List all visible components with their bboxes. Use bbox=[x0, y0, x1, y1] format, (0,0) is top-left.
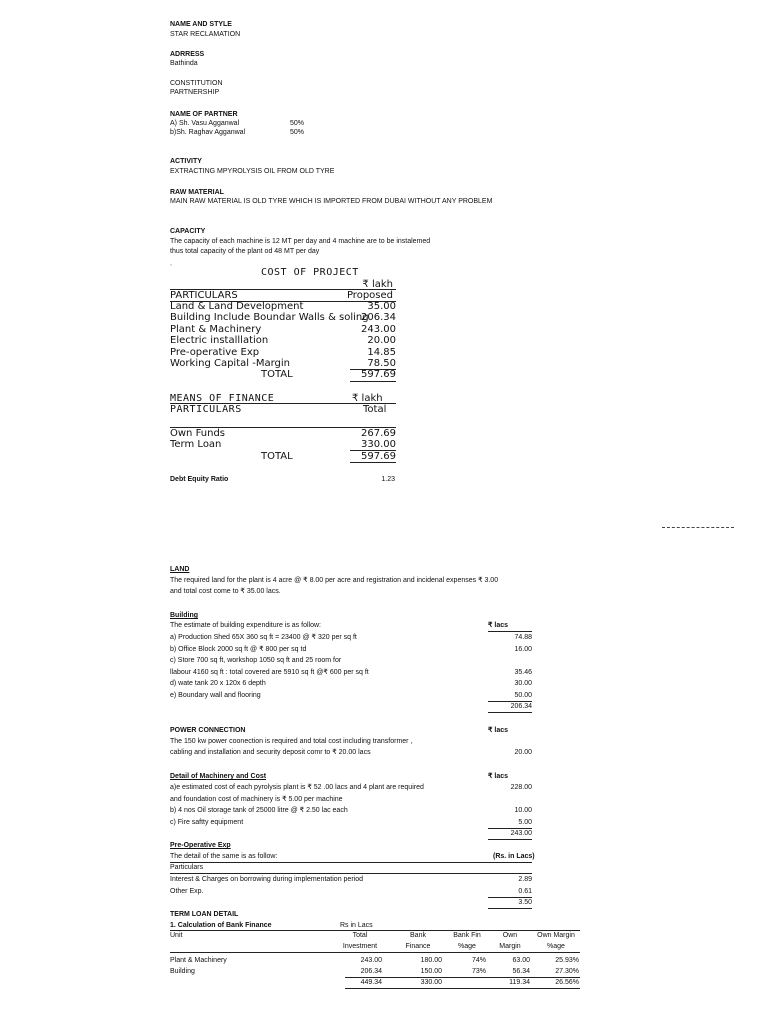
machinery-unit: ₹ lacs bbox=[488, 773, 509, 780]
termloan-col-own: Margin bbox=[499, 943, 521, 950]
termloan-col-bankpct: %age bbox=[458, 943, 476, 950]
divider bbox=[488, 839, 532, 840]
divider bbox=[170, 952, 580, 953]
preop-intro: The detail of the same is as follow: bbox=[170, 853, 278, 860]
machinery-total: 243.00 bbox=[510, 830, 532, 837]
divider bbox=[350, 462, 396, 463]
preop-line-value: 0.61 bbox=[518, 888, 532, 895]
land-line: The required land for the plant is 4 acre @ ₹ 8.00 per acre and registration and incidenal expenses ₹ 3.00 bbox=[170, 577, 499, 584]
address-label: ADRRESS bbox=[170, 51, 205, 58]
termloan-row-total: 243.00 bbox=[360, 957, 382, 964]
finance-total-label: TOTAL bbox=[261, 451, 293, 462]
cost-row-value: 20.00 bbox=[367, 335, 396, 346]
cost-row-value: 206.34 bbox=[361, 312, 396, 323]
cost-row-label: Land & Land Development bbox=[170, 301, 304, 312]
activity-label: ACTIVITY bbox=[170, 158, 202, 165]
machinery-line: c) Fire saftty equipment bbox=[170, 819, 244, 826]
name-label: NAME AND STYLE bbox=[170, 21, 232, 28]
building-title: Building bbox=[170, 612, 198, 619]
termloan-row-unit: Plant & Machinery bbox=[170, 957, 227, 964]
machinery-line-value: 10.00 bbox=[514, 807, 532, 814]
divider bbox=[488, 897, 532, 898]
raw-material-label: RAW MATERIAL bbox=[170, 189, 224, 196]
cost-row-value: 14.85 bbox=[367, 347, 396, 358]
partner-share: 50% bbox=[290, 129, 305, 136]
divider bbox=[170, 862, 532, 863]
power-title: POWER CONNECTION bbox=[170, 727, 246, 734]
divider bbox=[170, 930, 580, 931]
preop-line: Interest & Charges on borrowing during implementation period bbox=[170, 876, 363, 883]
termloan-row-ownpct: 25.93% bbox=[555, 957, 579, 964]
termloan-unit: Rs in Lacs bbox=[340, 922, 373, 929]
divider bbox=[488, 828, 532, 829]
termloan-row-bank: 150.00 bbox=[420, 968, 442, 975]
der-label: Debt Equity Ratio bbox=[170, 476, 229, 483]
cost-row-value: 78.50 bbox=[367, 358, 396, 369]
cost-row-label: Electric installlation bbox=[170, 335, 269, 346]
termloan-col-ownpct: Own Margin bbox=[537, 932, 575, 939]
termloan-row-ownpct: 27.30% bbox=[555, 968, 579, 975]
finance-row-label: Term Loan bbox=[170, 439, 222, 450]
finance-row-value: 267.69 bbox=[361, 428, 396, 439]
machinery-title: Detail of Machinery and Cost bbox=[170, 773, 267, 780]
termloan-row-bankpct: 74% bbox=[471, 957, 486, 964]
power-value: 20.00 bbox=[514, 749, 532, 756]
machinery-line-value: 5.00 bbox=[518, 819, 532, 826]
cost-row-label: Plant & Machinery bbox=[170, 324, 262, 335]
tick-mark: ` bbox=[170, 265, 173, 272]
machinery-line-value: 228.00 bbox=[510, 784, 532, 791]
building-total: 206.34 bbox=[510, 703, 532, 710]
activity-value: EXTRACTING MPYROLYSIS OIL FROM OLD TYRE bbox=[170, 168, 335, 175]
termloan-row-own: 63.00 bbox=[512, 957, 530, 964]
constitution-label: CONSTITUTION bbox=[170, 80, 223, 87]
building-unit: ₹ lacs bbox=[488, 622, 509, 629]
termloan-title: TERM LOAN DETAIL bbox=[170, 911, 239, 918]
building-line-value: 50.00 bbox=[514, 692, 532, 699]
land-line: and total cost come to ₹ 35.00 lacs. bbox=[170, 588, 281, 595]
land-title: LAND bbox=[170, 566, 190, 573]
termloan-total-own: 119.34 bbox=[509, 979, 530, 986]
cost-col-proposed: Proposed bbox=[346, 290, 393, 301]
termloan-col-total: Total bbox=[352, 932, 368, 939]
finance-row-label: Own Funds bbox=[170, 428, 226, 439]
building-intro: The estimate of building expenditure is as follow: bbox=[170, 622, 321, 629]
termloan-col-unit: Unit bbox=[170, 932, 183, 939]
divider bbox=[488, 631, 532, 632]
building-line-value: 35.46 bbox=[514, 669, 532, 676]
cost-total-value: 597.69 bbox=[361, 369, 396, 380]
finance-title: MEANS OF FINANCE bbox=[170, 393, 275, 404]
termloan-col-ownpct: %age bbox=[547, 943, 565, 950]
cost-title: COST OF PROJECT bbox=[261, 267, 359, 278]
der-value: 1.23 bbox=[381, 476, 395, 483]
termloan-total-bank: 330.00 bbox=[420, 979, 442, 986]
machinery-line: b) 4 nos Oil storage tank of 25000 litre @ ₹ 2.50 lac each bbox=[170, 807, 348, 814]
cost-col-particulars: PARTICULARS bbox=[170, 290, 238, 301]
finance-total-value: 597.69 bbox=[361, 451, 396, 462]
constitution-value: PARTNERSHIP bbox=[170, 89, 220, 96]
capacity-label: CAPACITY bbox=[170, 228, 206, 235]
termloan-col-bankpct: Bank Fin bbox=[453, 932, 481, 939]
divider bbox=[350, 381, 396, 382]
artifact-mark bbox=[662, 527, 734, 528]
building-line: c) Store 700 sq ft, workshop 1050 sq ft and 25 room for bbox=[170, 657, 342, 664]
cost-row-value: 243.00 bbox=[361, 324, 396, 335]
preop-col-particulars: Particulars bbox=[170, 864, 204, 871]
termloan-row-unit: Building bbox=[170, 968, 195, 975]
termloan-row-total: 206.34 bbox=[360, 968, 382, 975]
termloan-total-ownpct: 26.56% bbox=[555, 979, 579, 986]
partner-share: 50% bbox=[290, 120, 305, 127]
machinery-line: a)e estimated cost of each pyrolysis plant is ₹ 52 .00 lacs and 4 plant are required bbox=[170, 784, 424, 791]
cost-unit: ₹ lakh bbox=[362, 279, 393, 290]
power-line: The 150 kw power coonection is required and total cost including transformer , bbox=[170, 738, 413, 745]
power-line: cabling and installation and security deposit comr to ₹ 20.00 lacs bbox=[170, 749, 371, 756]
divider bbox=[345, 988, 580, 989]
capacity-line: The capacity of each machine is 12 MT per day and 4 machine are to be instalemed bbox=[170, 238, 431, 245]
termloan-col-total: Investment bbox=[342, 943, 378, 950]
address-value: Bathinda bbox=[170, 60, 198, 67]
termloan-row-bank: 180.00 bbox=[420, 957, 442, 964]
preop-title: Pre-Operative Exp bbox=[170, 842, 231, 849]
preop-line-value: 2.89 bbox=[518, 876, 532, 883]
termloan-col-own: Own bbox=[502, 932, 518, 939]
termloan-total: 449.34 bbox=[360, 979, 382, 986]
termloan-subtitle: 1. Calculation of Bank Finance bbox=[170, 922, 272, 929]
raw-material-value: MAIN RAW MATERIAL IS OLD TYRE WHICH IS IMPORTED FROM DUBAI WITHOUT ANY PROBLEM bbox=[170, 198, 493, 205]
divider bbox=[488, 908, 532, 909]
termloan-row-own: 56.34 bbox=[512, 968, 530, 975]
termloan-col-bank: Finance bbox=[405, 943, 431, 950]
building-line: e) Boundary wall and flooring bbox=[170, 692, 261, 699]
preop-line: Other Exp. bbox=[170, 888, 204, 895]
termloan-col-bank: Bank bbox=[410, 932, 426, 939]
building-line-value: 16.00 bbox=[514, 646, 532, 653]
capacity-line: thus total capacity of the plant od 48 MT per day bbox=[170, 248, 320, 255]
building-line-value: 30.00 bbox=[514, 680, 532, 687]
cost-row-value: 35.00 bbox=[367, 301, 396, 312]
partner-name: b)Sh. Raghav Agganwal bbox=[170, 129, 246, 136]
divider bbox=[488, 701, 532, 702]
machinery-line: and foundation cost of machinery is ₹ 5.00 per machine bbox=[170, 796, 343, 803]
preop-unit: (Rs. in Lacs) bbox=[493, 853, 535, 860]
cost-total-label: TOTAL bbox=[261, 369, 293, 380]
building-line: b) Office Block 2000 sq ft @ ₹ 800 per sq td bbox=[170, 646, 307, 653]
divider bbox=[170, 873, 532, 874]
partner-name: A) Sh. Vasu Agganwal bbox=[170, 120, 240, 127]
finance-row-value: 330.00 bbox=[361, 439, 396, 450]
cost-row-label: Pre-operative Exp bbox=[170, 347, 260, 358]
divider bbox=[488, 712, 532, 713]
power-unit: ₹ lacs bbox=[488, 727, 509, 734]
building-line-value: 74.88 bbox=[514, 634, 532, 641]
building-line: llabour 4160 sq ft : total covered are 5910 sq ft @₹ 600 per sq ft bbox=[170, 669, 369, 676]
partner-label: NAME OF PARTNER bbox=[170, 111, 238, 118]
cost-row-label: Building Include Boundar Walls & soling bbox=[170, 312, 369, 323]
divider bbox=[345, 977, 580, 978]
building-line: d) wate tank 20 x 120x 6 depth bbox=[170, 680, 266, 687]
name-value: STAR RECLAMATION bbox=[170, 31, 241, 38]
termloan-row-bankpct: 73% bbox=[471, 968, 486, 975]
finance-col-total: Total bbox=[363, 404, 387, 415]
preop-total: 3.50 bbox=[518, 899, 532, 906]
finance-col-particulars: PARTICULARS bbox=[170, 404, 242, 415]
finance-unit: ₹ lakh bbox=[352, 393, 383, 404]
cost-row-label: Working Capital -Margin bbox=[170, 358, 290, 369]
building-line: a) Production Shed 65X 360 sq ft = 23400 @ ₹ 320 per sq ft bbox=[170, 634, 357, 641]
